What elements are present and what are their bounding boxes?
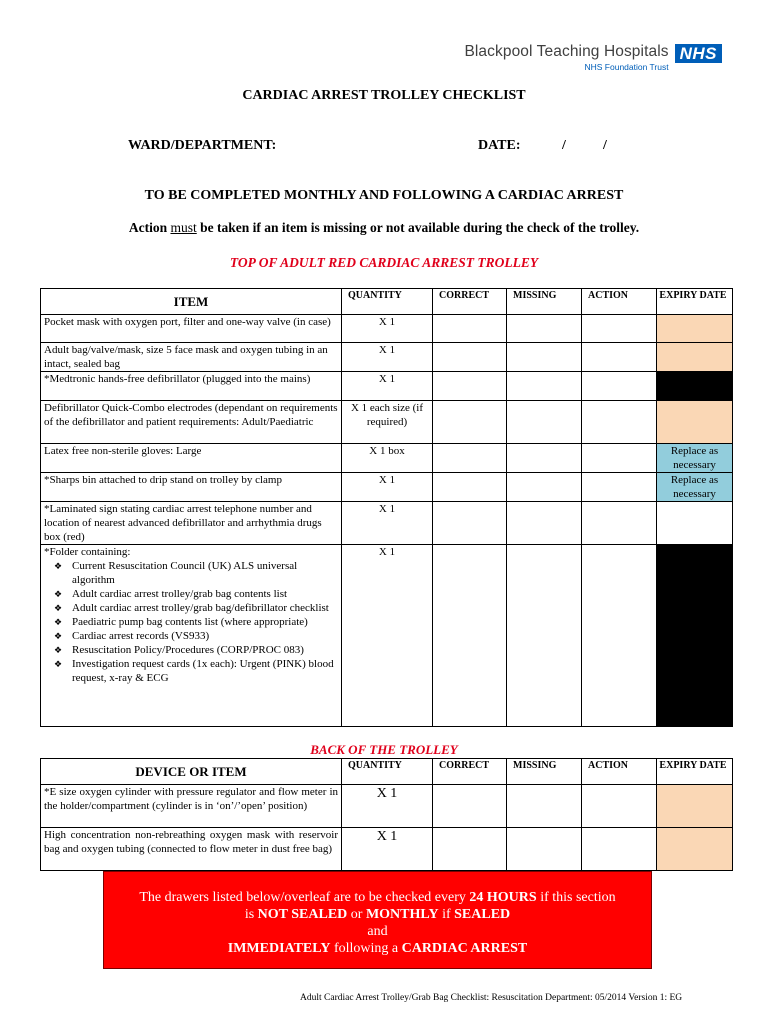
action-cell[interactable] bbox=[582, 401, 657, 444]
item-cell: Defibrillator Quick-Combo electrodes (dependant on requirements of the defibrillator and patient requirements: Adult/Paediatric bbox=[41, 401, 342, 444]
section-title-top: TOP OF ADULT RED CARDIAC ARREST TROLLEY bbox=[229, 255, 539, 270]
table-row bbox=[41, 828, 733, 871]
folder-list bbox=[44, 559, 338, 685]
action-note bbox=[0, 220, 768, 236]
expiry-cell[interactable] bbox=[657, 785, 733, 828]
table-row bbox=[41, 401, 733, 444]
expiry-cell[interactable] bbox=[657, 401, 733, 444]
action-note-must: must bbox=[170, 220, 197, 235]
item-cell: *E size oxygen cylinder with pressure regulator and flow meter in the holder/compartment (cylinder is in ‘on’/’open’ position) bbox=[41, 785, 342, 828]
notice-text: or bbox=[347, 907, 366, 922]
list-item: ❖ Paediatric pump bag contents list (where appropriate) bbox=[72, 615, 338, 629]
notice-emphasis: NOT SEALED bbox=[257, 907, 348, 922]
item-cell: *Medtronic hands-free defibrillator (plugged into the mains) bbox=[41, 372, 342, 401]
top-trolley-table bbox=[40, 288, 733, 727]
list-item: ❖ Current Resuscitation Council (UK) ALS universal algorithm bbox=[72, 559, 338, 587]
hospital-logo bbox=[464, 43, 722, 72]
item-cell: High concentration non-rebreathing oxygen mask with reservoir bag and oxygen tubing (connected to flow meter in dust free bag) bbox=[41, 828, 342, 871]
correct-cell[interactable] bbox=[433, 545, 507, 727]
action-cell[interactable] bbox=[582, 315, 657, 343]
col-header-device: DEVICE OR ITEM bbox=[41, 759, 342, 785]
table-row bbox=[41, 473, 733, 502]
frequency-heading: TO BE COMPLETED MONTHLY AND FOLLOWING A CARDIAC ARREST bbox=[144, 188, 624, 203]
folder-title: *Folder containing: bbox=[44, 546, 131, 558]
expiry-note-cell: Replace as necessary bbox=[657, 473, 733, 502]
action-cell[interactable] bbox=[582, 473, 657, 502]
table-row bbox=[41, 545, 733, 727]
expiry-cell[interactable] bbox=[657, 343, 733, 372]
logo-name: Blackpool Teaching Hospitals bbox=[464, 43, 669, 60]
missing-cell[interactable] bbox=[507, 785, 582, 828]
missing-cell[interactable] bbox=[507, 502, 582, 545]
correct-cell[interactable] bbox=[433, 372, 507, 401]
table-row bbox=[41, 343, 733, 372]
action-cell[interactable] bbox=[582, 502, 657, 545]
date-separator: / bbox=[562, 138, 566, 153]
action-cell[interactable] bbox=[582, 828, 657, 871]
expiry-cell[interactable] bbox=[657, 315, 733, 343]
col-header-expiry: EXPIRY DATE bbox=[657, 759, 733, 785]
col-header-missing: MISSING bbox=[507, 759, 582, 785]
expiry-cell-blocked bbox=[657, 545, 733, 727]
notice-line-4 bbox=[104, 940, 651, 957]
action-cell[interactable] bbox=[582, 343, 657, 372]
list-item: ❖ Cardiac arrest records (VS933) bbox=[72, 629, 338, 643]
correct-cell[interactable] bbox=[433, 343, 507, 372]
notice-emphasis: 24 HOURS bbox=[469, 890, 537, 905]
table-row bbox=[41, 444, 733, 473]
col-header-action: ACTION bbox=[582, 289, 657, 315]
notice-emphasis: MONTHLY bbox=[365, 907, 439, 922]
drawer-check-notice bbox=[103, 871, 652, 969]
notice-line-1 bbox=[104, 889, 651, 906]
quantity-cell: X 1 bbox=[342, 502, 433, 545]
list-item: ❖ Investigation request cards (1x each): Urgent (PINK) blood request, x-ray & ECG bbox=[72, 657, 338, 685]
expiry-cell[interactable] bbox=[657, 502, 733, 545]
date-label: DATE: bbox=[478, 138, 521, 153]
missing-cell[interactable] bbox=[507, 473, 582, 502]
quantity-cell: X 1 bbox=[342, 315, 433, 343]
correct-cell[interactable] bbox=[433, 315, 507, 343]
correct-cell[interactable] bbox=[433, 828, 507, 871]
col-header-quantity: QUANTITY bbox=[342, 289, 433, 315]
missing-cell[interactable] bbox=[507, 343, 582, 372]
list-item: ❖ Adult cardiac arrest trolley/grab bag/defibrillator checklist bbox=[72, 601, 338, 615]
correct-cell[interactable] bbox=[433, 401, 507, 444]
table-row bbox=[41, 785, 733, 828]
missing-cell[interactable] bbox=[507, 828, 582, 871]
notice-emphasis: SEALED bbox=[454, 907, 511, 922]
table-row bbox=[41, 502, 733, 545]
table-row bbox=[41, 372, 733, 401]
correct-cell[interactable] bbox=[433, 473, 507, 502]
nhs-badge: NHS bbox=[675, 44, 722, 63]
folder-cell bbox=[41, 545, 342, 727]
section-title-back: BACK OF THE TROLLEY bbox=[310, 742, 458, 757]
list-item: ❖ Resuscitation Policy/Procedures (CORP/PROC 083) bbox=[72, 643, 338, 657]
action-cell[interactable] bbox=[582, 545, 657, 727]
page-footer: Adult Cardiac Arrest Trolley/Grab Bag Checklist: Resuscitation Department: 05/2014 Version 1: EG bbox=[300, 993, 683, 1003]
item-cell: Adult bag/valve/mask, size 5 face mask and oxygen tubing in an intact, sealed bag bbox=[41, 343, 342, 372]
item-cell: *Laminated sign stating cardiac arrest telephone number and location of nearest advanced defibrillator and arrhythmia drugs box (red) bbox=[41, 502, 342, 545]
logo-subtitle: NHS Foundation Trust bbox=[584, 62, 669, 72]
col-header-correct: CORRECT bbox=[433, 759, 507, 785]
table-row bbox=[41, 315, 733, 343]
list-item: ❖ Adult cardiac arrest trolley/grab bag contents list bbox=[72, 587, 338, 601]
correct-cell[interactable] bbox=[433, 785, 507, 828]
missing-cell[interactable] bbox=[507, 545, 582, 727]
ward-label: WARD/DEPARTMENT: bbox=[128, 138, 277, 153]
expiry-cell-blocked bbox=[657, 372, 733, 401]
quantity-cell: X 1 bbox=[342, 372, 433, 401]
col-header-item: ITEM bbox=[41, 289, 342, 315]
notice-text: is bbox=[244, 907, 258, 922]
quantity-cell: X 1 box bbox=[342, 444, 433, 473]
missing-cell[interactable] bbox=[507, 444, 582, 473]
notice-emphasis: CARDIAC ARREST bbox=[401, 941, 528, 956]
notice-text: The drawers listed below/overleaf are to be checked every bbox=[139, 890, 470, 905]
logo-text bbox=[464, 43, 668, 72]
notice-text: if this section bbox=[536, 890, 616, 905]
item-cell: *Sharps bin attached to drip stand on trolley by clamp bbox=[41, 473, 342, 502]
action-cell[interactable] bbox=[582, 444, 657, 473]
missing-cell[interactable] bbox=[507, 315, 582, 343]
back-trolley-table bbox=[40, 758, 733, 871]
item-cell: Pocket mask with oxygen port, filter and one-way valve (in case) bbox=[41, 315, 342, 343]
col-header-correct: CORRECT bbox=[433, 289, 507, 315]
col-header-quantity: QUANTITY bbox=[342, 759, 433, 785]
missing-cell[interactable] bbox=[507, 401, 582, 444]
correct-cell[interactable] bbox=[433, 444, 507, 473]
notice-line-2 bbox=[104, 906, 651, 923]
action-note-pre: Action bbox=[128, 220, 171, 235]
quantity-cell: X 1 bbox=[342, 785, 433, 828]
col-header-action: ACTION bbox=[582, 759, 657, 785]
action-cell[interactable] bbox=[582, 785, 657, 828]
notice-text: if bbox=[438, 907, 455, 922]
missing-cell[interactable] bbox=[507, 372, 582, 401]
notice-text: following a bbox=[330, 941, 402, 956]
date-separator: / bbox=[603, 138, 607, 153]
expiry-cell[interactable] bbox=[657, 828, 733, 871]
quantity-cell: X 1 each size (if required) bbox=[342, 401, 433, 444]
notice-emphasis: IMMEDIATELY bbox=[227, 941, 331, 956]
action-cell[interactable] bbox=[582, 372, 657, 401]
col-header-expiry: EXPIRY DATE bbox=[657, 289, 733, 315]
quantity-cell: X 1 bbox=[342, 473, 433, 502]
page-title: CARDIAC ARREST TROLLEY CHECKLIST bbox=[242, 88, 526, 103]
quantity-cell: X 1 bbox=[342, 828, 433, 871]
quantity-cell: X 1 bbox=[342, 545, 433, 727]
correct-cell[interactable] bbox=[433, 502, 507, 545]
quantity-cell: X 1 bbox=[342, 343, 433, 372]
item-cell: Latex free non-sterile gloves: Large bbox=[41, 444, 342, 473]
action-note-post: be taken if an item is missing or not available during the check of the trolley. bbox=[196, 220, 640, 235]
expiry-note-cell: Replace as necessary bbox=[657, 444, 733, 473]
notice-line-3: and bbox=[367, 924, 388, 939]
col-header-missing: MISSING bbox=[507, 289, 582, 315]
